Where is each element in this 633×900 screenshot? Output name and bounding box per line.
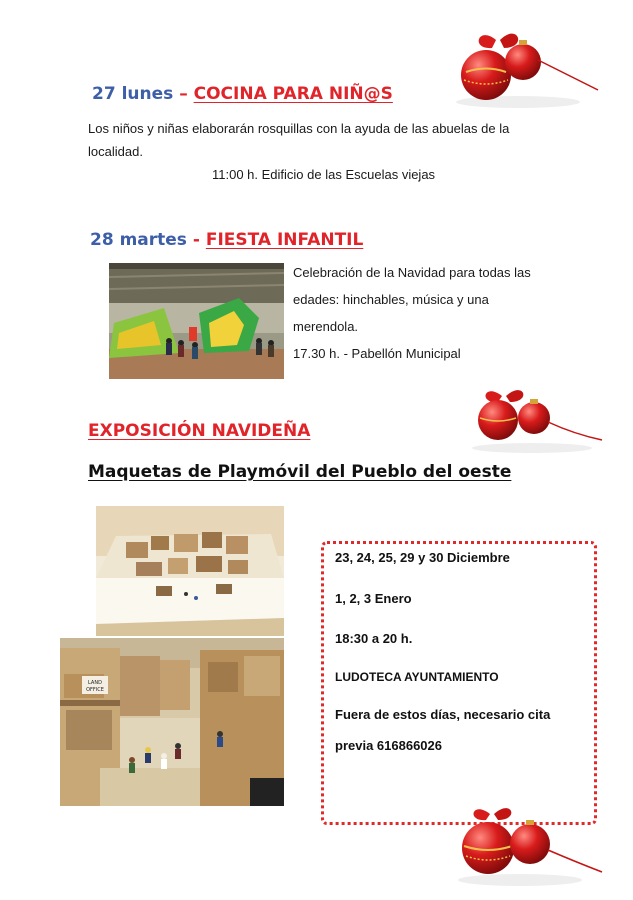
exhibition-note: Fuera de estos días, necesario cita [335, 707, 551, 722]
event2-date: 28 martes [90, 230, 187, 250]
event2-description [293, 259, 573, 367]
exhibition-dates-january: 1, 2, 3 Enero [335, 591, 412, 606]
event2-description-line: Celebración de la Navidad para todas las [293, 265, 531, 280]
event2-description-line: edades: hinchables, música y una [293, 292, 489, 307]
party-photo [109, 263, 284, 379]
christmas-bauble-icon [448, 800, 608, 890]
event1-title: COCINA PARA NIÑ@S [193, 84, 393, 104]
event1-dash: – [179, 84, 188, 104]
event2-time-place: 17.30 h. - Pabellón Municipal [293, 346, 461, 361]
event2-description-line: merendola. [293, 319, 359, 334]
event2-dash: - [192, 230, 200, 250]
christmas-bauble-icon [462, 378, 612, 458]
event1-date: 27 lunes [92, 84, 174, 104]
event2-heading [90, 230, 363, 250]
event1-description: Los niños y niñas elaborarán rosquillas con la ayuda de las abuelas de la localidad. [88, 121, 510, 159]
exhibition-subheading [88, 462, 511, 482]
svg-text:LAND: LAND [88, 680, 102, 686]
event2-title: FIESTA INFANTIL [205, 230, 364, 250]
exhibition-dates-december: 23, 24, 25, 29 y 30 Diciembre [335, 550, 510, 565]
model-town-photo [96, 506, 284, 636]
model-street-photo [60, 638, 284, 806]
exhibition-subtitle: Maquetas de Playmóvil del Pueblo del oeste [88, 462, 512, 482]
event1-heading [92, 84, 393, 104]
exhibition-title: EXPOSICIÓN NAVIDEÑA [88, 421, 311, 441]
exhibition-location: LUDOTECA AYUNTAMIENTO [335, 670, 499, 684]
christmas-bauble-icon [448, 20, 608, 110]
svg-text:OFFICE: OFFICE [86, 687, 104, 693]
exhibition-heading [88, 421, 310, 441]
exhibition-hours: 18:30 a 20 h. [335, 631, 413, 646]
exhibition-phone: previa 616866026 [335, 738, 442, 753]
event1-time-place: 11:00 h. Edificio de las Escuelas viejas [212, 167, 436, 182]
